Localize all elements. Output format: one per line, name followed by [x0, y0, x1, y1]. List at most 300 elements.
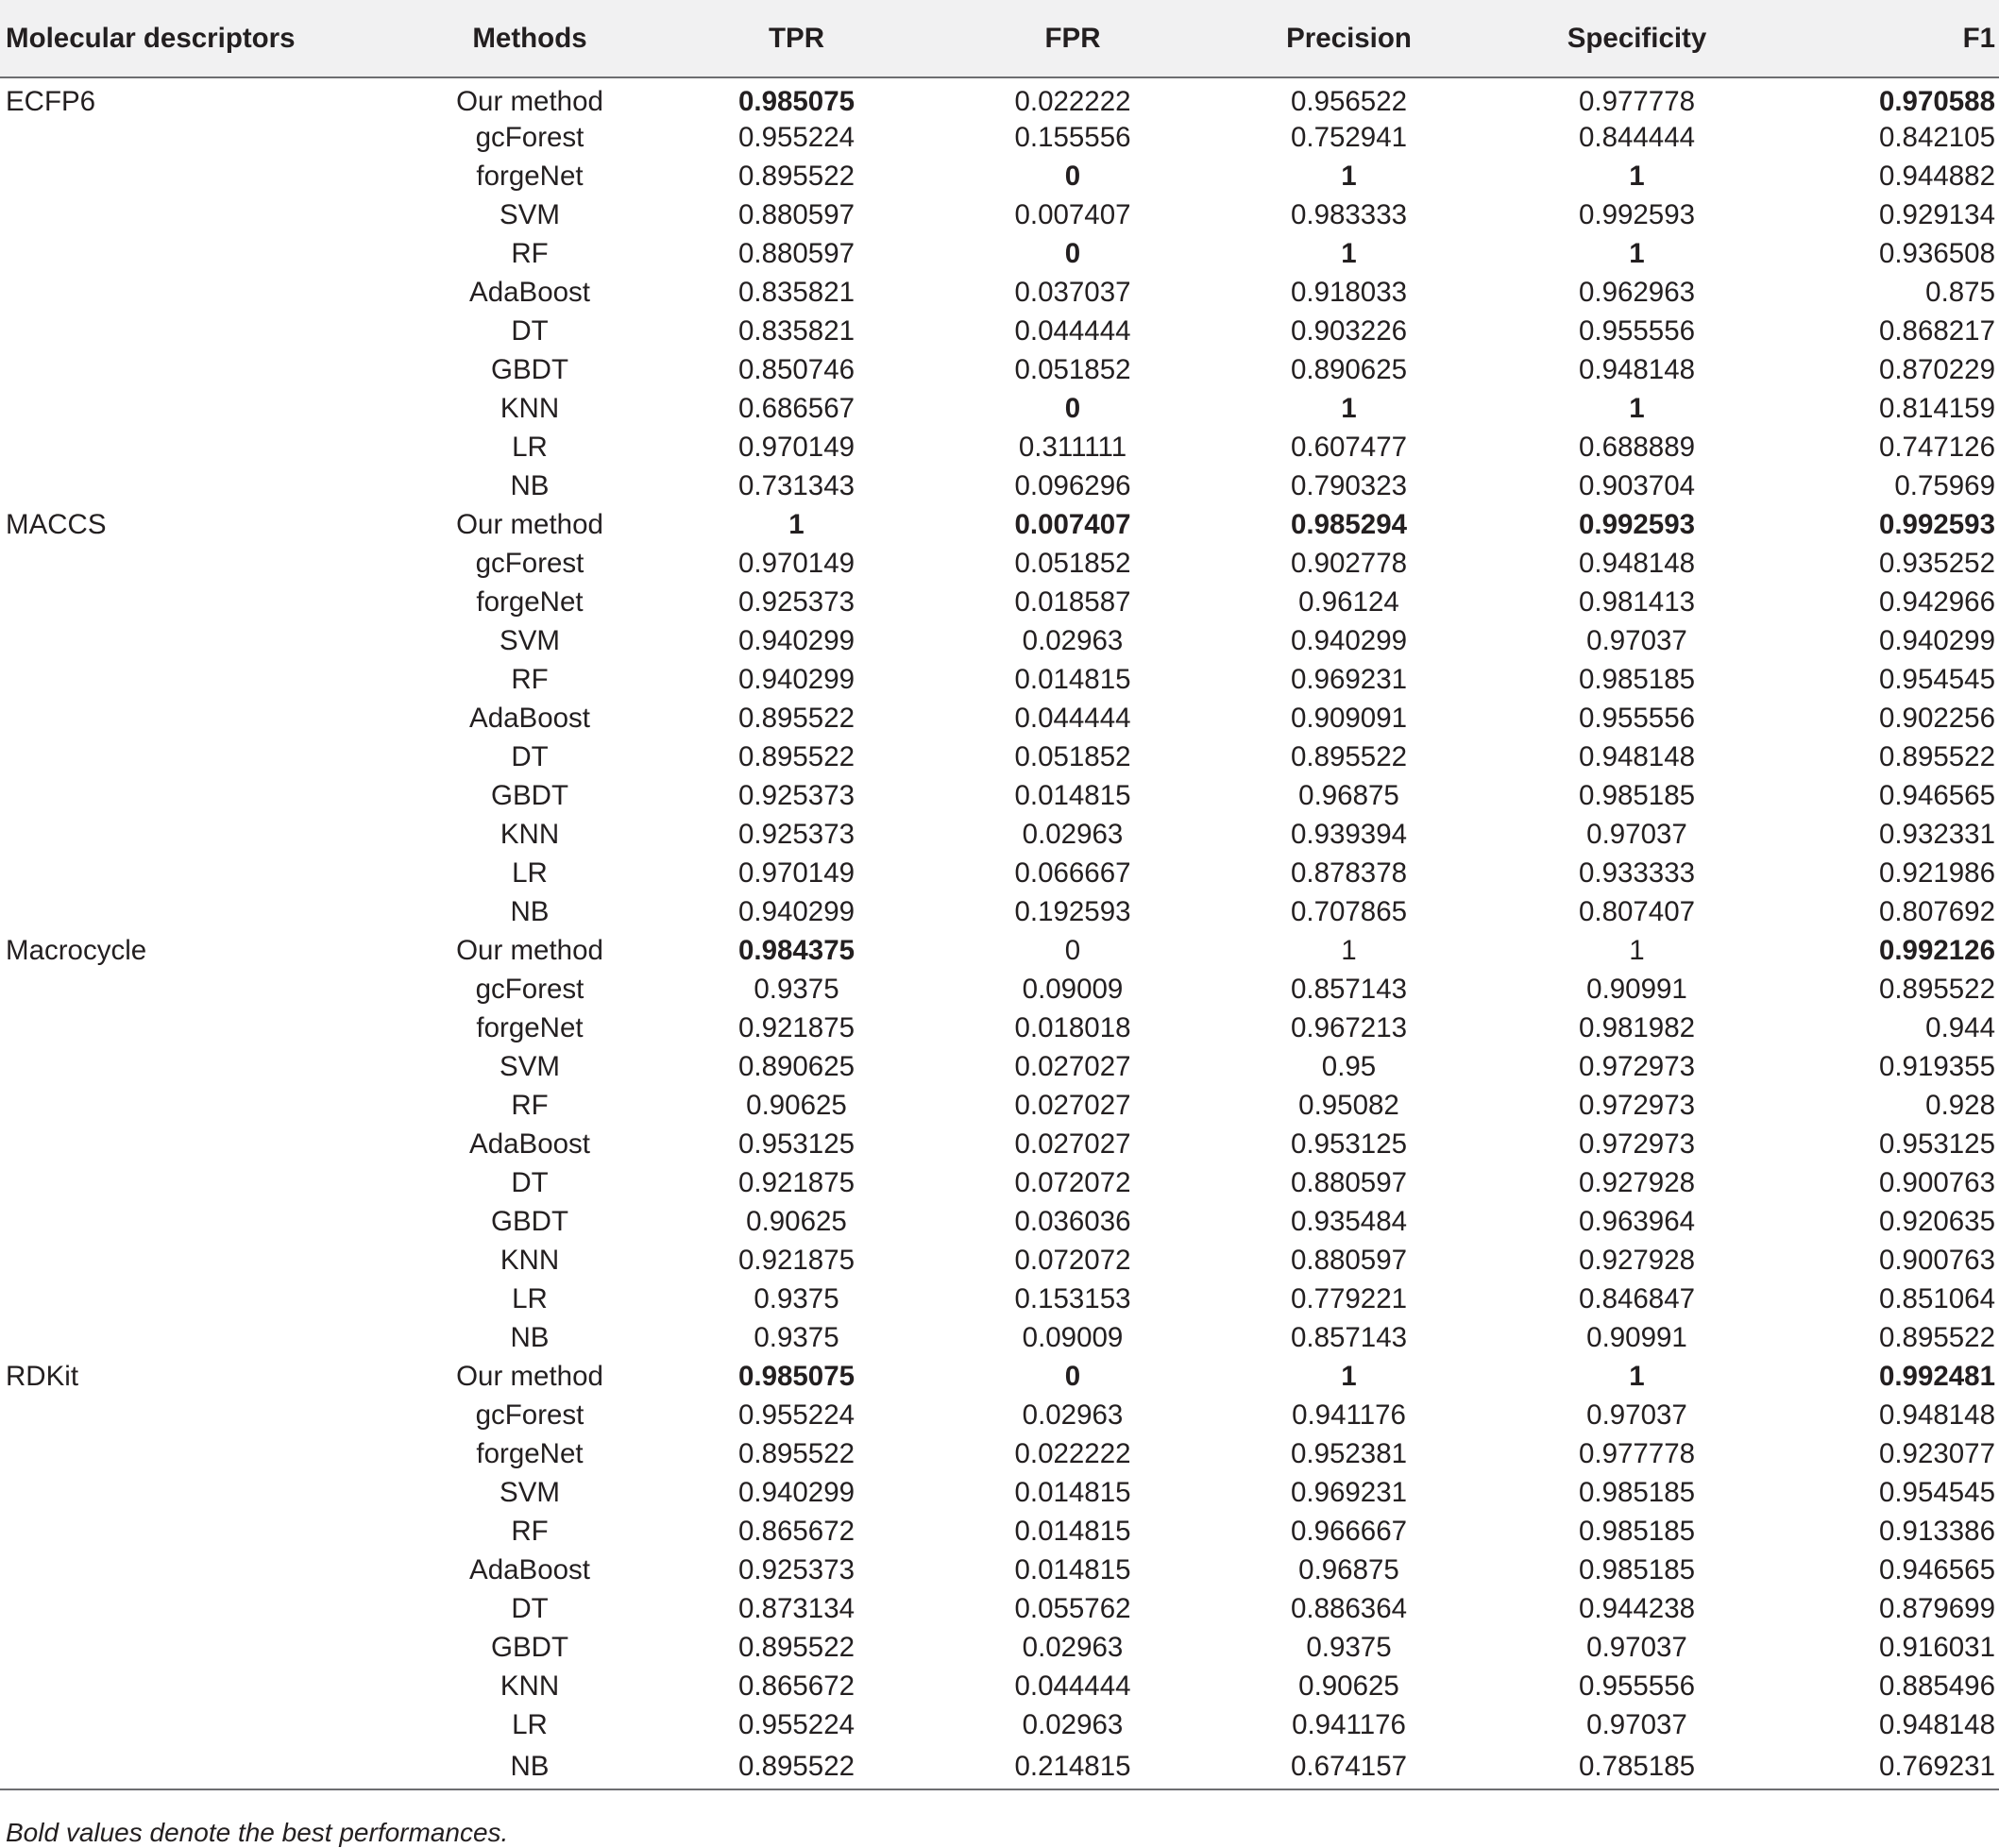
cell-descriptor [0, 273, 402, 312]
cell-specificity: 0.955556 [1578, 1670, 1696, 1702]
cell-f1: 0.895522 [1878, 973, 1995, 1005]
cell-precision: 1 [1341, 934, 1357, 966]
cell-descriptor [0, 1667, 402, 1705]
cell-descriptor: ECFP6 [6, 86, 96, 117]
cell-tpr: 0.9375 [754, 1321, 839, 1353]
table-row [0, 428, 1999, 466]
cell-tpr: 0.925373 [737, 779, 856, 811]
cell-tpr: 0.940299 [737, 663, 856, 695]
cell-method: NB [510, 895, 550, 927]
cell-specificity: 0.977778 [1578, 1437, 1696, 1469]
cell-descriptor [0, 466, 402, 505]
cell-precision: 0.90625 [1298, 1670, 1399, 1702]
cell-f1: 0.932331 [1878, 818, 1995, 850]
cell-fpr: 0.036036 [1014, 1205, 1131, 1237]
cell-precision: 0.956522 [1290, 86, 1408, 117]
cell-fpr: 0.051852 [1014, 740, 1131, 772]
cell-precision: 0.857143 [1290, 973, 1408, 1005]
cell-descriptor [0, 1318, 402, 1357]
cell-method: RF [511, 663, 549, 695]
table-row [0, 273, 1999, 312]
cell-specificity: 0.972973 [1578, 1089, 1696, 1121]
cell-tpr: 0.895522 [737, 702, 856, 734]
cell-specificity: 0.688889 [1578, 431, 1696, 463]
table-row [0, 892, 1999, 931]
cell-specificity: 0.962963 [1578, 276, 1696, 308]
cell-descriptor [0, 854, 402, 892]
cell-fpr: 0.027027 [1014, 1050, 1131, 1082]
cell-specificity: 0.933333 [1578, 856, 1696, 889]
cell-f1: 0.944 [1925, 1011, 1995, 1043]
cell-precision: 0.939394 [1290, 818, 1408, 850]
cell-tpr: 0.880597 [737, 237, 856, 269]
cell-tpr: 0.9375 [754, 973, 839, 1005]
table-row [0, 1705, 1999, 1744]
cell-descriptor [0, 892, 402, 931]
cell-f1: 0.954545 [1878, 663, 1995, 695]
cell-tpr: 0.865672 [737, 1670, 856, 1702]
cell-f1: 0.935252 [1878, 547, 1995, 579]
cell-tpr: 0.985075 [737, 86, 856, 117]
table-row [0, 118, 1999, 157]
table-row [0, 931, 1999, 970]
cell-specificity: 0.981982 [1578, 1011, 1696, 1043]
cell-f1: 0.75969 [1894, 469, 1995, 501]
cell-tpr: 0.985075 [737, 1360, 856, 1392]
cell-precision: 0.95 [1321, 1050, 1377, 1082]
cell-precision: 0.952381 [1290, 1437, 1408, 1469]
header-f1: F1 [1786, 0, 1999, 77]
header-methods: Methods [402, 0, 657, 77]
cell-fpr: 0.007407 [1014, 198, 1131, 230]
cell-descriptor: MACCS [6, 508, 107, 540]
cell-tpr: 0.873134 [737, 1592, 856, 1624]
table-row [0, 776, 1999, 815]
cell-fpr: 0 [1064, 1360, 1081, 1392]
cell-tpr: 0.940299 [737, 624, 856, 656]
cell-tpr: 0.895522 [657, 1744, 936, 1789]
cell-precision: 0.96875 [1298, 779, 1399, 811]
cell-tpr: 0.925373 [737, 585, 856, 618]
cell-method: gcForest [475, 1399, 584, 1431]
table-row [0, 1086, 1999, 1125]
cell-f1: 0.992126 [1878, 934, 1995, 966]
header-row [0, 0, 1999, 77]
cell-fpr: 0.311111 [1018, 431, 1127, 463]
cell-specificity: 0.97037 [1586, 1708, 1687, 1740]
cell-method: Our method [456, 508, 603, 540]
cell-fpr: 0.09009 [1022, 973, 1124, 1005]
cell-specificity: 1 [1629, 934, 1645, 966]
cell-specificity: 0.948148 [1578, 547, 1696, 579]
cell-tpr: 0.970149 [737, 547, 856, 579]
cell-specificity: 0.981413 [1578, 585, 1696, 618]
cell-precision: 0.96875 [1298, 1553, 1399, 1585]
cell-specificity: 0.985185 [1578, 1515, 1696, 1547]
cell-tpr: 0.940299 [737, 895, 856, 927]
cell-descriptor [0, 1163, 402, 1202]
cell-f1: 0.747126 [1878, 431, 1995, 463]
cell-method: forgeNet [476, 585, 584, 618]
cell-tpr: 0.835821 [737, 314, 856, 347]
cell-descriptor [0, 621, 402, 660]
cell-fpr: 0.018587 [1014, 585, 1131, 618]
table-row [0, 660, 1999, 699]
table-row [0, 1241, 1999, 1280]
cell-specificity: 1 [1629, 160, 1645, 192]
cell-precision: 0.895522 [1290, 740, 1408, 772]
table-row [0, 350, 1999, 389]
cell-tpr: 0.953125 [737, 1127, 856, 1160]
cell-f1: 0.970588 [1878, 86, 1995, 117]
cell-precision: 1 [1341, 392, 1357, 424]
cell-tpr: 0.850746 [737, 353, 856, 385]
cell-precision: 0.878378 [1290, 856, 1408, 889]
table-row [0, 1667, 1999, 1705]
cell-descriptor [0, 1434, 402, 1473]
cell-descriptor [0, 1009, 402, 1047]
cell-fpr: 0 [1064, 934, 1081, 966]
cell-f1: 0.868217 [1878, 314, 1995, 347]
table-body [0, 77, 1999, 1789]
cell-descriptor [0, 1551, 402, 1589]
cell-fpr: 0.044444 [1014, 702, 1131, 734]
table-row [0, 854, 1999, 892]
table-row [0, 1202, 1999, 1241]
cell-tpr: 0.895522 [737, 160, 856, 192]
cell-fpr: 0.014815 [1014, 663, 1131, 695]
cell-descriptor [0, 1628, 402, 1667]
cell-precision: 0.880597 [1290, 1166, 1408, 1198]
cell-f1: 0.814159 [1878, 392, 1995, 424]
cell-precision: 0.983333 [1290, 198, 1408, 230]
cell-tpr: 0.921875 [737, 1166, 856, 1198]
cell-descriptor [0, 1589, 402, 1628]
cell-descriptor [0, 1396, 402, 1434]
cell-f1: 0.921986 [1878, 856, 1995, 889]
table-row [0, 195, 1999, 234]
cell-descriptor [0, 157, 402, 195]
cell-f1: 0.992593 [1878, 508, 1995, 540]
cell-f1: 0.920635 [1878, 1205, 1995, 1237]
cell-descriptor [0, 1744, 402, 1789]
cell-method: LR [512, 856, 548, 889]
cell-fpr: 0.072072 [1014, 1244, 1131, 1276]
cell-fpr: 0.037037 [1014, 276, 1131, 308]
cell-specificity: 0.90991 [1586, 1321, 1687, 1353]
cell-f1: 0.919355 [1878, 1050, 1995, 1082]
header-specificity: Specificity [1488, 0, 1786, 77]
cell-descriptor [0, 583, 402, 621]
table-row [0, 1318, 1999, 1357]
cell-method: GBDT [491, 1205, 568, 1237]
cell-specificity: 1 [1629, 237, 1645, 269]
cell-specificity: 0.97037 [1586, 1399, 1687, 1431]
cell-specificity: 1 [1629, 392, 1645, 424]
cell-f1: 0.953125 [1878, 1127, 1995, 1160]
cell-specificity: 0.944238 [1578, 1592, 1696, 1624]
cell-precision: 0.969231 [1290, 1476, 1408, 1508]
cell-f1: 0.879699 [1878, 1592, 1995, 1624]
cell-descriptor [0, 544, 402, 583]
table-row [0, 389, 1999, 428]
cell-method: SVM [500, 624, 560, 656]
cell-method: KNN [500, 392, 560, 424]
cell-f1: 0.946565 [1878, 1553, 1995, 1585]
table-row [0, 1047, 1999, 1086]
cell-tpr: 0.925373 [737, 1553, 856, 1585]
cell-method: DT [511, 740, 549, 772]
cell-precision: 0.967213 [1290, 1011, 1408, 1043]
cell-method: DT [511, 1592, 549, 1624]
cell-descriptor [0, 234, 402, 273]
cell-precision: 0.940299 [1290, 624, 1408, 656]
header-molecular-descriptors: Molecular descriptors [0, 0, 402, 77]
cell-method: forgeNet [476, 160, 584, 192]
cell-f1: 0.900763 [1878, 1244, 1995, 1276]
cell-specificity: 0.903704 [1578, 469, 1696, 501]
cell-f1: 0.870229 [1878, 353, 1995, 385]
cell-specificity: 0.927928 [1578, 1166, 1696, 1198]
cell-specificity: 0.846847 [1578, 1282, 1696, 1314]
table-row [0, 312, 1999, 350]
cell-method: DT [511, 314, 549, 347]
cell-method: NB [510, 469, 550, 501]
cell-tpr: 0.955224 [737, 1708, 856, 1740]
cell-precision: 0.886364 [1290, 1592, 1408, 1624]
cell-method: GBDT [491, 353, 568, 385]
cell-descriptor [0, 815, 402, 854]
cell-method: SVM [500, 198, 560, 230]
cell-method: GBDT [491, 1631, 568, 1663]
cell-fpr: 0.02963 [1022, 1631, 1124, 1663]
cell-f1: 0.851064 [1878, 1282, 1995, 1314]
cell-tpr: 1 [788, 508, 805, 540]
cell-descriptor [0, 660, 402, 699]
cell-descriptor [0, 195, 402, 234]
cell-f1: 0.807692 [1878, 895, 1995, 927]
cell-fpr: 0.09009 [1022, 1321, 1124, 1353]
cell-tpr: 0.865672 [737, 1515, 856, 1547]
cell-f1: 0.769231 [1786, 1744, 1999, 1789]
cell-fpr: 0.044444 [1014, 1670, 1131, 1702]
cell-fpr: 0.044444 [1014, 314, 1131, 347]
cell-f1: 0.916031 [1878, 1631, 1995, 1663]
cell-specificity: 0.97037 [1586, 818, 1687, 850]
cell-f1: 0.928 [1925, 1089, 1995, 1121]
cell-fpr: 0.02963 [1022, 818, 1124, 850]
cell-specificity: 0.955556 [1578, 314, 1696, 347]
cell-precision: 0.985294 [1290, 508, 1408, 540]
cell-specificity: 0.992593 [1578, 198, 1696, 230]
cell-precision: 0.779221 [1290, 1282, 1408, 1314]
cell-f1: 0.895522 [1878, 740, 1995, 772]
table-row [0, 1473, 1999, 1512]
cell-fpr: 0.153153 [1014, 1282, 1131, 1314]
cell-fpr: 0.055762 [1014, 1592, 1131, 1624]
cell-precision: 0.707865 [1290, 895, 1408, 927]
table-footnote: Bold values denote the best performances. [6, 1818, 509, 1847]
cell-descriptor [0, 350, 402, 389]
cell-f1: 0.944882 [1878, 160, 1995, 192]
cell-f1: 0.954545 [1878, 1476, 1995, 1508]
cell-descriptor [0, 389, 402, 428]
cell-tpr: 0.90625 [746, 1089, 847, 1121]
cell-tpr: 0.970149 [737, 856, 856, 889]
cell-tpr: 0.921875 [737, 1244, 856, 1276]
cell-fpr: 0.051852 [1014, 353, 1131, 385]
cell-descriptor [0, 1202, 402, 1241]
cell-precision: 0.890625 [1290, 353, 1408, 385]
cell-descriptor [0, 428, 402, 466]
cell-descriptor: Macrocycle [6, 934, 147, 966]
table-row [0, 583, 1999, 621]
cell-specificity: 0.985185 [1578, 1476, 1696, 1508]
cell-tpr: 0.984375 [737, 934, 856, 966]
cell-tpr: 0.955224 [737, 1399, 856, 1431]
cell-descriptor: RDKit [6, 1360, 79, 1392]
cell-method: LR [512, 431, 548, 463]
cell-specificity: 0.90991 [1586, 973, 1687, 1005]
cell-descriptor [0, 970, 402, 1009]
cell-descriptor [0, 1280, 402, 1318]
cell-fpr: 0.214815 [936, 1744, 1210, 1789]
cell-fpr: 0.022222 [1014, 86, 1131, 117]
cell-fpr: 0.014815 [1014, 1515, 1131, 1547]
cell-descriptor [0, 1125, 402, 1163]
table-row [0, 1434, 1999, 1473]
cell-method: forgeNet [476, 1437, 584, 1469]
cell-precision: 0.96124 [1298, 585, 1399, 618]
cell-descriptor [0, 1086, 402, 1125]
cell-precision: 0.790323 [1290, 469, 1408, 501]
cell-method: KNN [500, 818, 560, 850]
table-row [0, 1551, 1999, 1589]
cell-method: Our method [456, 86, 603, 117]
cell-fpr: 0.155556 [1014, 121, 1131, 153]
cell-method: KNN [500, 1670, 560, 1702]
table-row [0, 621, 1999, 660]
cell-tpr: 0.955224 [737, 121, 856, 153]
cell-f1: 0.875 [1925, 276, 1995, 308]
cell-tpr: 0.895522 [737, 1437, 856, 1469]
cell-specificity: 0.972973 [1578, 1050, 1696, 1082]
cell-specificity: 0.963964 [1578, 1205, 1696, 1237]
cell-precision: 0.969231 [1290, 663, 1408, 695]
cell-fpr: 0 [1064, 237, 1081, 269]
cell-fpr: 0.018018 [1014, 1011, 1131, 1043]
cell-descriptor [0, 1241, 402, 1280]
table-row [0, 1396, 1999, 1434]
cell-fpr: 0.027027 [1014, 1127, 1131, 1160]
cell-precision: 0.857143 [1290, 1321, 1408, 1353]
cell-f1: 0.992481 [1878, 1360, 1995, 1392]
cell-fpr: 0.072072 [1014, 1166, 1131, 1198]
cell-f1: 0.885496 [1878, 1670, 1995, 1702]
cell-specificity: 0.955556 [1578, 702, 1696, 734]
cell-method: DT [511, 1166, 549, 1198]
table-row [0, 1125, 1999, 1163]
cell-precision: 0.95082 [1298, 1089, 1399, 1121]
cell-descriptor [0, 118, 402, 157]
cell-specificity: 0.807407 [1578, 895, 1696, 927]
cell-specificity: 0.927928 [1578, 1244, 1696, 1276]
cell-precision: 1 [1341, 1360, 1357, 1392]
cell-tpr: 0.921875 [737, 1011, 856, 1043]
cell-precision: 0.674157 [1210, 1744, 1488, 1789]
cell-tpr: 0.835821 [737, 276, 856, 308]
table-row [0, 738, 1999, 776]
cell-f1: 0.895522 [1878, 1321, 1995, 1353]
cell-precision: 0.918033 [1290, 276, 1408, 308]
table-row [0, 1280, 1999, 1318]
cell-f1: 0.942966 [1878, 585, 1995, 618]
cell-f1: 0.946565 [1878, 779, 1995, 811]
cell-tpr: 0.890625 [737, 1050, 856, 1082]
cell-specificity: 0.97037 [1586, 1631, 1687, 1663]
table-row [0, 1589, 1999, 1628]
cell-specificity: 0.992593 [1578, 508, 1696, 540]
cell-method: gcForest [475, 973, 584, 1005]
cell-fpr: 0.02963 [1022, 624, 1124, 656]
cell-f1: 0.900763 [1878, 1166, 1995, 1198]
cell-f1: 0.940299 [1878, 624, 1995, 656]
cell-method: NB [510, 1321, 550, 1353]
cell-precision: 1 [1341, 237, 1357, 269]
cell-descriptor [0, 1512, 402, 1551]
cell-descriptor [0, 738, 402, 776]
cell-fpr: 0.02963 [1022, 1708, 1124, 1740]
table-row [0, 505, 1999, 544]
cell-descriptor [0, 1705, 402, 1744]
cell-fpr: 0 [1064, 160, 1081, 192]
table-row [0, 466, 1999, 505]
cell-specificity: 0.844444 [1578, 121, 1696, 153]
cell-precision: 0.880597 [1290, 1244, 1408, 1276]
cell-precision: 1 [1341, 160, 1357, 192]
cell-fpr: 0.096296 [1014, 469, 1131, 501]
table-row [0, 1009, 1999, 1047]
cell-specificity: 0.948148 [1578, 353, 1696, 385]
cell-method: AdaBoost [469, 702, 590, 734]
cell-fpr: 0.02963 [1022, 1399, 1124, 1431]
cell-fpr: 0 [1064, 392, 1081, 424]
cell-method: KNN [500, 1244, 560, 1276]
cell-precision: 0.966667 [1290, 1515, 1408, 1547]
cell-precision: 0.941176 [1292, 1708, 1406, 1740]
table-row [0, 699, 1999, 738]
cell-tpr: 0.970149 [737, 431, 856, 463]
header-precision: Precision [1210, 0, 1488, 77]
cell-tpr: 0.90625 [746, 1205, 847, 1237]
table-row [0, 1744, 1999, 1789]
cell-specificity: 0.977778 [1578, 86, 1696, 117]
cell-specificity: 0.948148 [1578, 740, 1696, 772]
cell-method: gcForest [475, 121, 584, 153]
cell-tpr: 0.731343 [737, 469, 856, 501]
table-row [0, 1357, 1999, 1396]
cell-descriptor [0, 312, 402, 350]
cell-tpr: 0.880597 [737, 198, 856, 230]
table-row [0, 815, 1999, 854]
cell-method: SVM [500, 1476, 560, 1508]
cell-f1: 0.842105 [1878, 121, 1995, 153]
cell-f1: 0.929134 [1878, 198, 1995, 230]
cell-descriptor [0, 1047, 402, 1086]
cell-specificity: 0.985185 [1578, 663, 1696, 695]
table-header [0, 0, 1999, 77]
cell-method: RF [511, 1089, 549, 1121]
